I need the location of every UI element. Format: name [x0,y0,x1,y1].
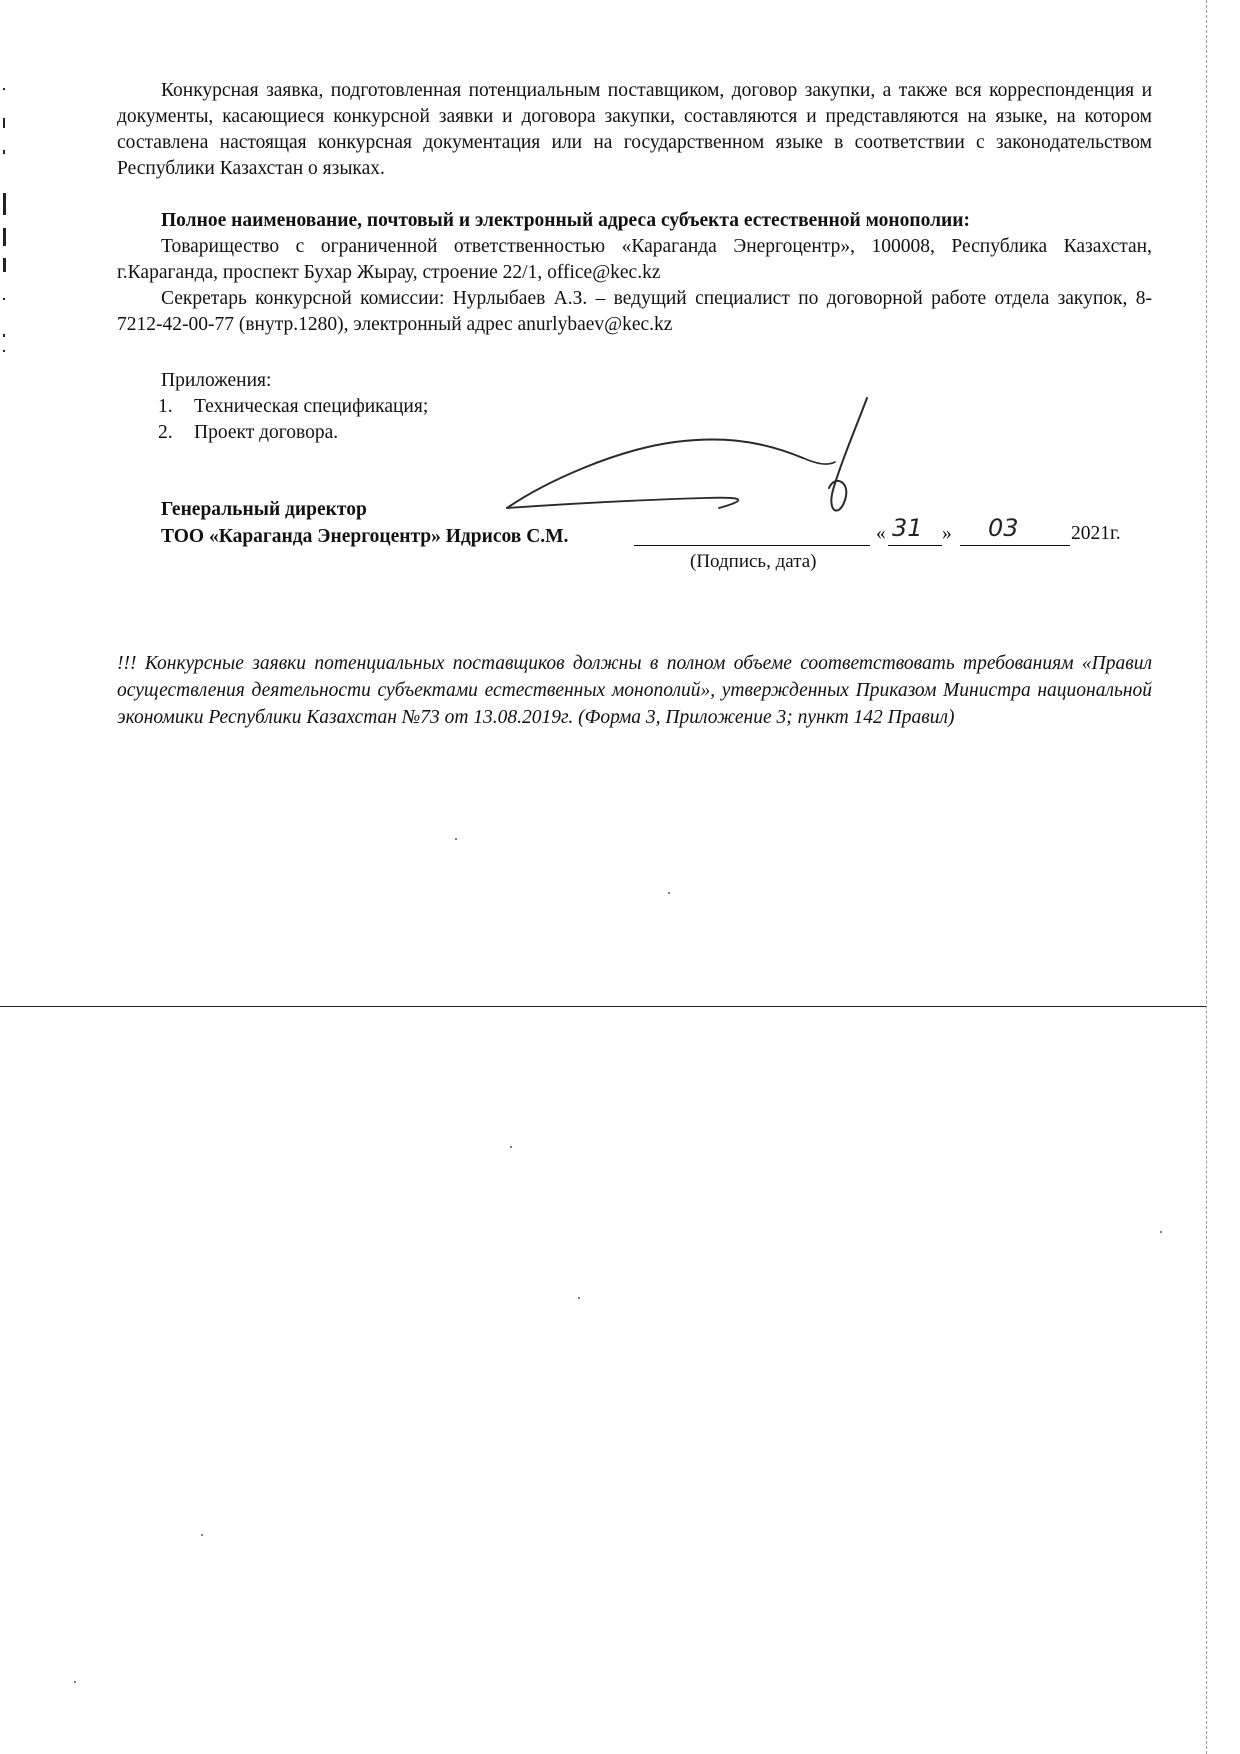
month-line [960,545,1070,546]
director-block [161,496,568,550]
date-day: 31 [892,514,923,542]
scan-speck [510,1146,512,1148]
requirements-note: !!! Конкурсные заявки потенциальных поставщиков должны в полном объеме соответствовать требованиям «Правил осуществления деятельности субъектами естественных монополий», утвержденных Приказом Министра национальной экономики Республики Казахстан №73 от 13.08.2019г. (Форма 3, Приложение 3; пункт 142 Правил) [117,653,1152,728]
day-line [888,545,942,546]
scan-speck [668,892,670,894]
signature-caption: (Подпись, дата) [690,551,817,572]
director-position: Генеральный директор [161,499,367,520]
secretary-info: Секретарь конкурсной комиссии: Нурлыбаев А.З. – ведущий специалист по договорной работе отдела закупок, 8-7212-42-00-77 (внутр.1280), электронный адрес anurlybaev@kec.kz [117,288,1152,335]
page-divider [0,1006,1206,1007]
contacts-heading: Полное наименование, почтовый и электронный адреса субъекта естественной монополии: [161,210,970,231]
list-item: 1. Техническая спецификация; [158,396,429,417]
contacts-block [117,208,1152,338]
scan-speck [455,838,457,840]
document-page: Конкурсная заявка, подготовленная потенциальным поставщиком, договор закупки, а также вся корреспонденция и документы, касающиеся конкурсной заявки и договора закупки, составляются и представляются на языке, на котором составлена настоящая конкурсная документация или на государственном языке в соответствии с законодательством Республики Казахстан о языках. Полное наименование, почтовый и электронный адреса субъекта естественной монополии: Товарищество с ограниченной ответственностью «Караганда Энергоцентр», 100008, Республика Казахстан, г.Караганда, проспект Бухар Жырау, строение 22/1, office@kec.kz Секретарь конкурсной комиссии: Нурлыбаев А.З. – ведущий специалист по договорной работе отдела закупок, 8-7212-42-00-77 (внутр.1280), электронный адрес anurlybaev@kec.kz Приложения: 1. Техническая спецификация; 2. Проект договора. Генеральный директор ТОО «Караганда Энергоцентр» Идрисов С.М. « 31 » 03 2021г. (Подпись, дата) !!! Конкурсные заявки потенциальных поставщиков должны в полном объеме соответствовать требованиям «Правил осуществления деятельности субъектами естественных монополий», утвержденных Приказом Министра национальной экономики Республики Казахстан №73 от 13.08.2019г. (Форма 3, Приложение 3; пункт 142 Правил) [0,0,1240,1754]
list-item: 2. Проект договора. [158,422,339,443]
language-paragraph: Конкурсная заявка, подготовленная потенциальным поставщиком, договор закупки, а также вся корреспонденция и документы, касающиеся конкурсной заявки и договора закупки, составляются и представляются на языке, на котором составлена настоящая конкурсная документация или на государственном языке в соответствии с законодательством Республики Казахстан о языках. [117,80,1152,179]
appendices-list [158,394,428,446]
director-org: ТОО «Караганда Энергоцентр» Идрисов С.М. [161,526,569,547]
company-address: Товарищество с ограниченной ответственностью «Караганда Энергоцентр», 100008, Республика Казахстан, г.Караганда, проспект Бухар Жырау, строение 22/1, office@kec.kz [117,236,1152,283]
scan-speck [201,1534,203,1536]
scan-speck [1160,1231,1162,1233]
date-month: 03 [988,514,1019,542]
scan-speck [74,1681,76,1683]
scan-speck [578,1297,580,1299]
signature-line [634,545,870,546]
date-year: 2021г. [1071,523,1121,544]
appendices-title: Приложения: [161,370,272,391]
scan-right-edge [1206,0,1207,1754]
